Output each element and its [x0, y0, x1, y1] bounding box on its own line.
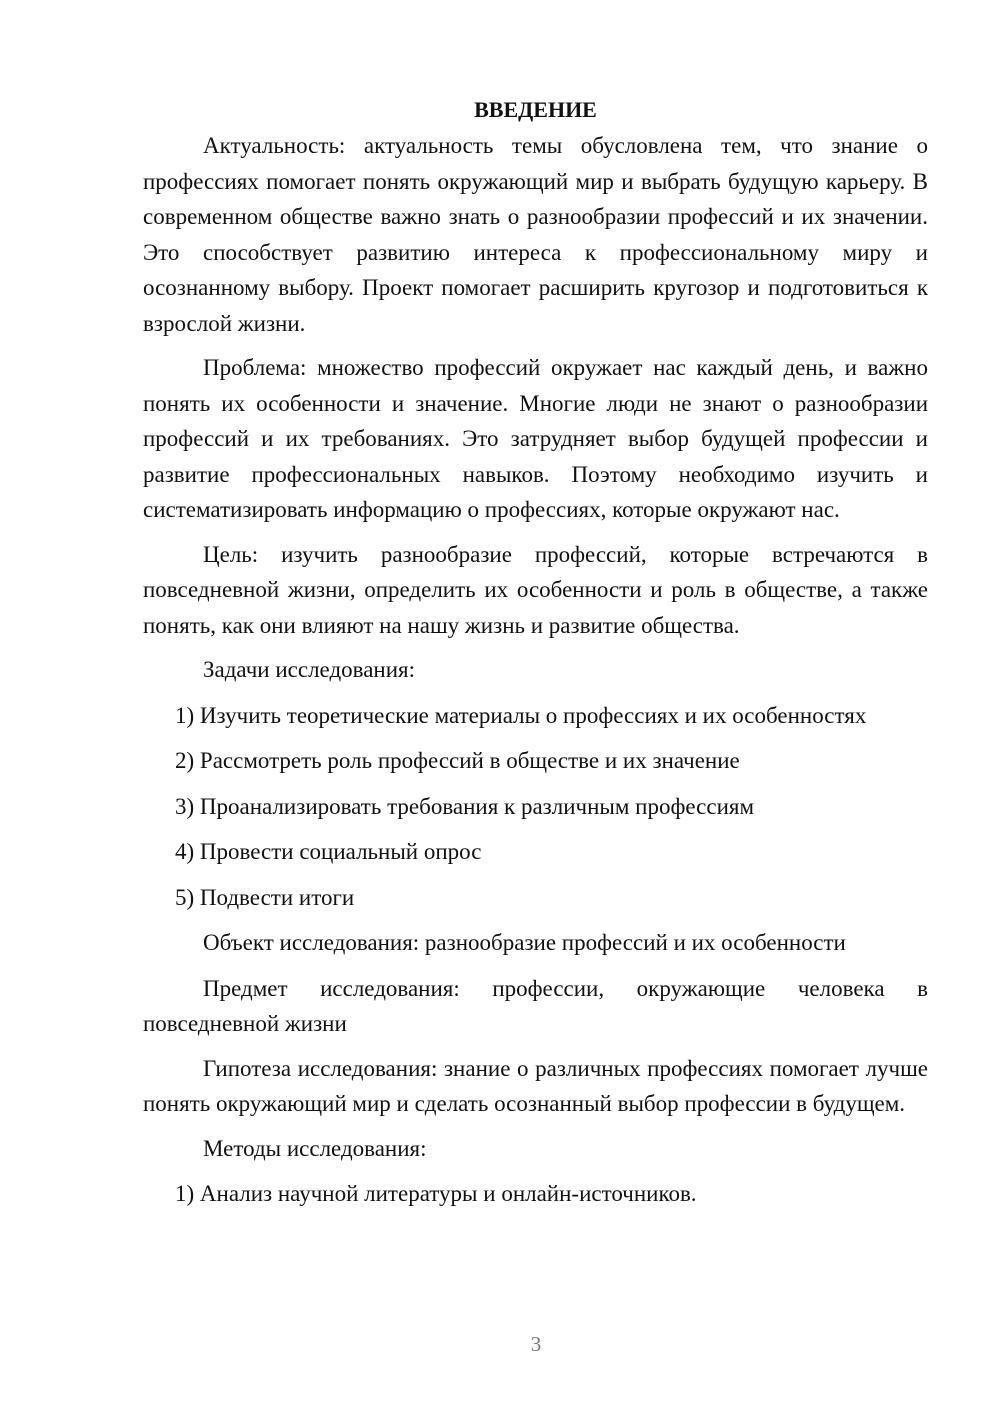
methods-heading: Методы исследования: [203, 1135, 427, 1161]
method-item: 1) Анализ научной литературы и онлайн-источников. [175, 1181, 697, 1206]
task-item: 4) Провести социальный опрос [175, 839, 482, 864]
goal-paragraph: Цель: изучить разнообразие профессий, которые встречаются в повседневной жизни, определить их особенности и роль в обществе, а также понять, как они влияют на нашу жизнь и развитие общества. [143, 541, 928, 638]
task-item: 2) Рассмотреть роль профессий в обществе и их значение [175, 748, 740, 773]
task-item: 5) Подвести итоги [175, 884, 355, 910]
task-item: 3) Проанализировать требования к различным профессиям [175, 793, 755, 819]
page-number: 3 [530, 1332, 542, 1356]
tasks-heading: Задачи исследования: [203, 657, 416, 682]
relevance-paragraph: Актуальность: актуальность темы обусловлена тем, что знание о профессиях помогает понять окружающий мир и выбрать будущую карьеру. В современном обществе важно знать о разнообразии профессий и их значении. Это способствует развитию интереса к профессиональному миру и осознанному выбору. Проект помогает расширить кругозор и подготовиться к взрослой жизни. [143, 133, 928, 336]
section-title: ВВЕДЕНИЕ [474, 97, 597, 122]
object-line: Объект исследования: разнообразие профессий и их особенности [203, 930, 846, 955]
subject-paragraph: Предмет исследования: профессии, окружающие человека в повседневной жизни [143, 975, 928, 1036]
hypothesis-paragraph: Гипотеза исследования: знание о различных профессиях помогает лучше понять окружающий мир и сделать осознанный выбор профессии в будущем. [143, 1055, 928, 1116]
task-item: 1) Изучить теоретические материалы о профессиях и их особенностях [175, 702, 867, 728]
problem-paragraph: Проблема: множество профессий окружает нас каждый день, и важно понять их особенности и значение. Многие люди не знают о разнообразии профессий и их требованиях. Это затрудняет выбор будущей профессии и развитие профессиональных навыков. Поэтому необходимо изучить и систематизировать информацию о профессиях, которые окружают нас. [143, 355, 928, 522]
